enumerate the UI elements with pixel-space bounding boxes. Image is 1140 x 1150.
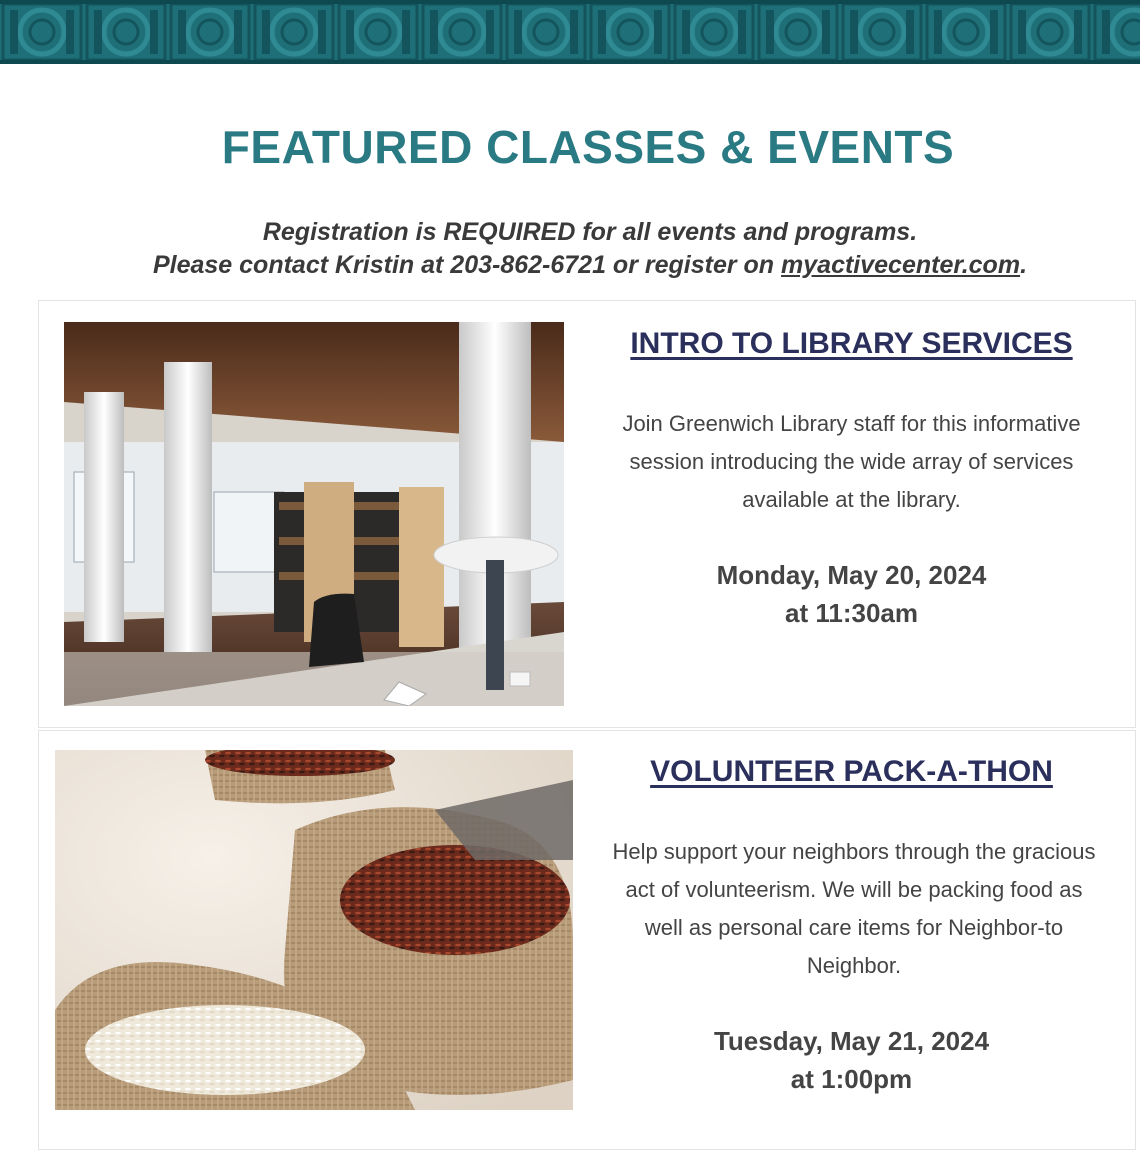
- notice-contact-text: Please contact Kristin at 203-862-6721 or register on: [152, 251, 782, 279]
- event-description: Help support your neighbors through the gracious act of volunteerism. We will be packing food as well as personal care items for Neighbor-to Neighbor.: [612, 839, 1096, 978]
- registration-notice: [0, 216, 1140, 282]
- notice-period: .: [1020, 251, 1028, 279]
- event-date: Tuesday, May 21, 2024: [713, 1026, 990, 1056]
- header-banner: [0, 0, 1140, 64]
- notice-line-1: Registration is REQUIRED for all events and programs.: [262, 218, 918, 246]
- library-interior-photo: [64, 322, 564, 706]
- event-description: Join Greenwich Library staff for this informative session introducing the wide array of services available at the library.: [622, 411, 1081, 512]
- event-time: at 11:30am: [785, 598, 918, 628]
- rice-sacks-photo: [55, 750, 573, 1110]
- event-date: Monday, May 20, 2024: [716, 560, 987, 590]
- event-datetime: [599, 1022, 1104, 1098]
- event-title-library-services[interactable]: INTRO TO LIBRARY SERVICES: [630, 327, 1073, 360]
- event-card-pack-a-thon: [38, 730, 1136, 1150]
- page-title: FEATURED CLASSES & EVENTS: [221, 121, 955, 173]
- notice-line-2: [0, 249, 1140, 282]
- event-datetime: [599, 556, 1104, 632]
- event-time: at 1:00pm: [790, 1064, 913, 1094]
- event-card-library-services: [38, 300, 1136, 728]
- event-title-pack-a-thon[interactable]: VOLUNTEER PACK-A-THON: [650, 755, 1053, 788]
- myactivecenter-link[interactable]: myactivecenter.com: [781, 251, 1021, 279]
